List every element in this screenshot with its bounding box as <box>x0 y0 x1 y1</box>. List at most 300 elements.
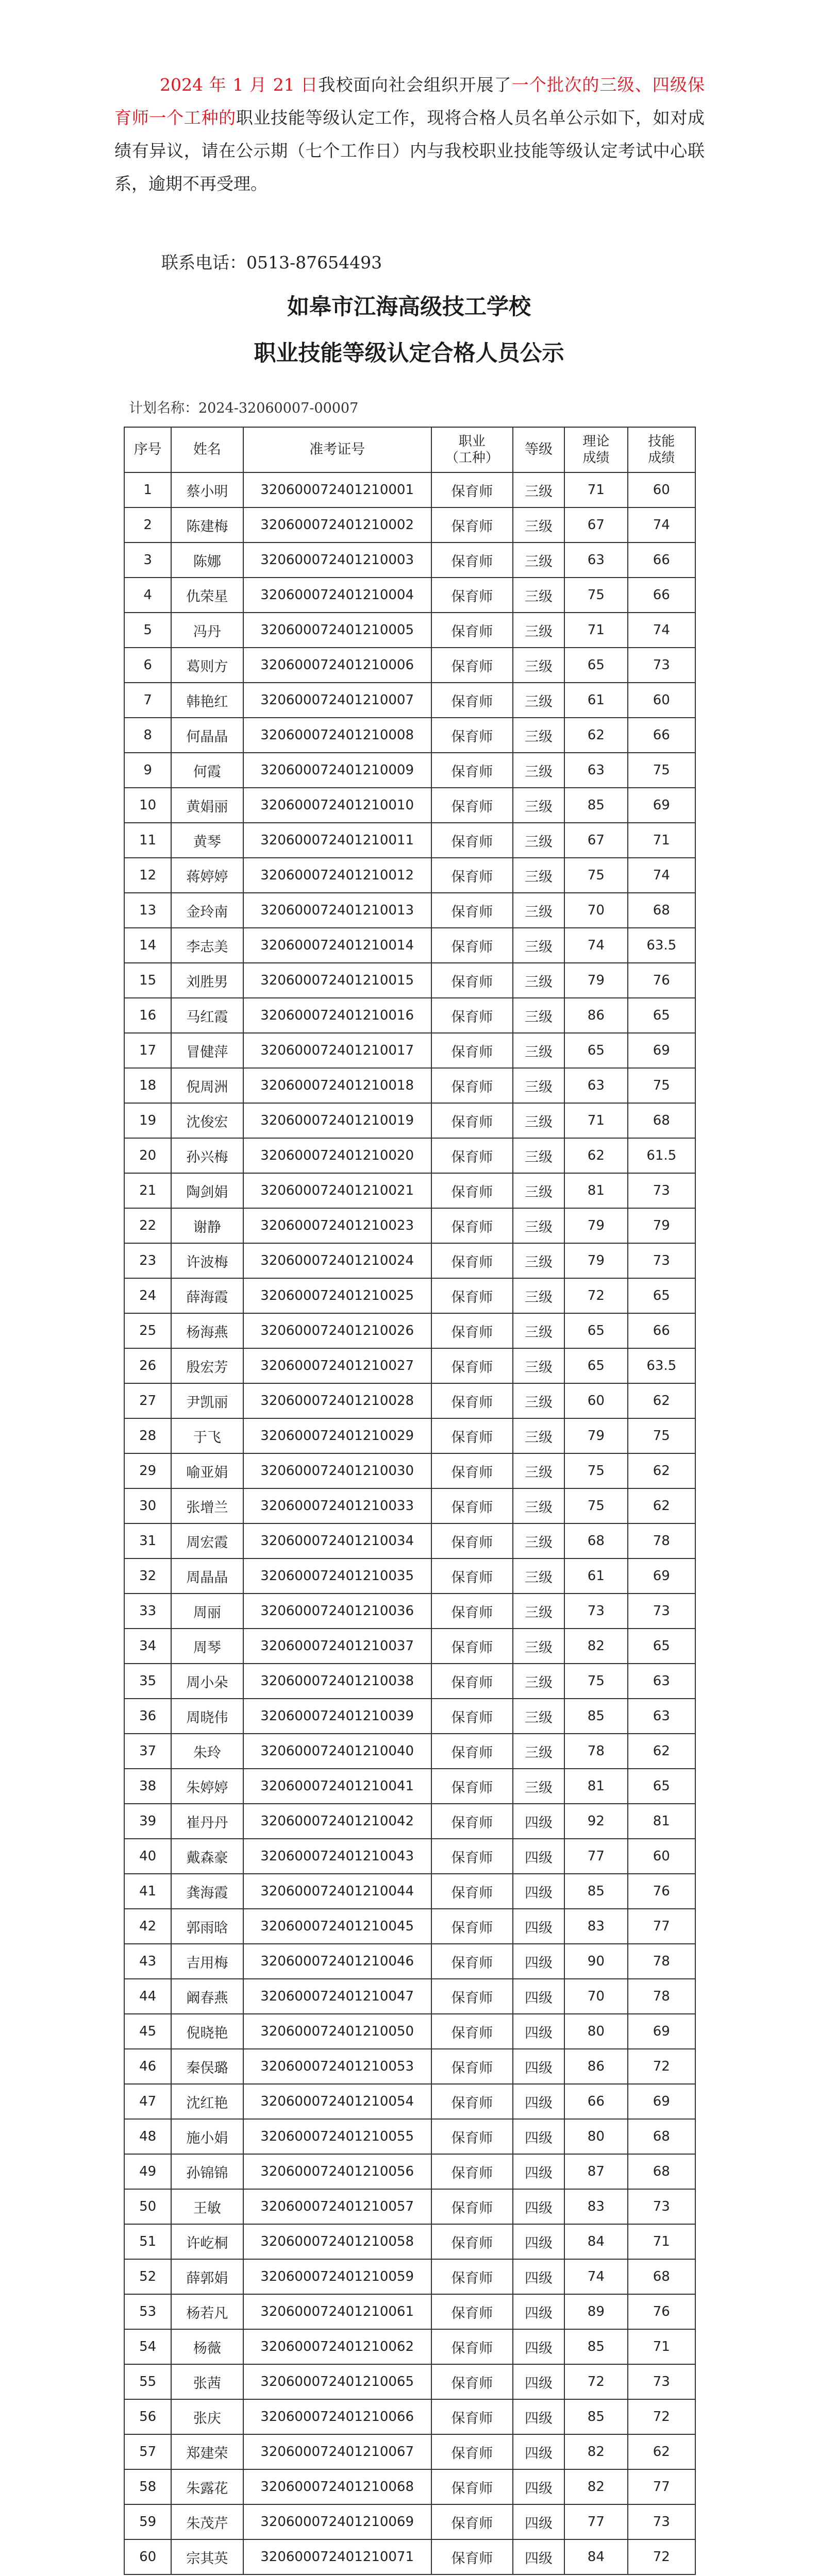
cell-no: 32 <box>124 1558 171 1594</box>
table-row <box>124 1173 695 1208</box>
cell-skill: 81 <box>628 1804 695 1839</box>
table-row <box>124 1453 695 1488</box>
cell-cert: 320600072401210004 <box>243 578 431 613</box>
table-row <box>124 1348 695 1383</box>
table-body <box>124 472 695 2574</box>
cell-level: 三级 <box>513 543 564 578</box>
cell-cert: 320600072401210021 <box>243 1173 431 1208</box>
cell-name: 陈建梅 <box>171 507 243 543</box>
cell-job: 保育师 <box>431 1979 513 2014</box>
table-row <box>124 1488 695 1523</box>
cell-job: 保育师 <box>431 858 513 893</box>
table-row <box>124 1839 695 1874</box>
cell-no: 1 <box>124 472 171 507</box>
cell-theory: 75 <box>564 1488 627 1523</box>
cell-name: 周琴 <box>171 1629 243 1664</box>
cell-skill: 66 <box>628 1313 695 1348</box>
cell-name: 郭雨晗 <box>171 1909 243 1944</box>
cell-no: 13 <box>124 893 171 928</box>
cell-skill: 62 <box>628 1734 695 1769</box>
cell-theory: 70 <box>564 1979 627 2014</box>
cell-name: 殷宏芳 <box>171 1348 243 1383</box>
cell-no: 44 <box>124 1979 171 2014</box>
cell-skill: 65 <box>628 1769 695 1804</box>
cell-no: 37 <box>124 1734 171 1769</box>
cell-job: 保育师 <box>431 472 513 507</box>
cell-name: 于飞 <box>171 1418 243 1453</box>
cell-theory: 72 <box>564 2364 627 2399</box>
cell-level: 三级 <box>513 1453 564 1488</box>
cell-no: 5 <box>124 613 171 648</box>
cell-name: 宗其英 <box>171 2539 243 2574</box>
table-row <box>124 2154 695 2189</box>
cell-job: 保育师 <box>431 507 513 543</box>
cell-no: 23 <box>124 1243 171 1278</box>
cell-level: 三级 <box>513 718 564 753</box>
cell-skill: 74 <box>628 858 695 893</box>
cell-no: 20 <box>124 1138 171 1173</box>
table-row <box>124 1979 695 2014</box>
cell-name: 薛郭娟 <box>171 2259 243 2294</box>
cell-theory: 80 <box>564 2119 627 2154</box>
cell-theory: 79 <box>564 963 627 998</box>
cell-name: 沈俊宏 <box>171 1103 243 1138</box>
cell-theory: 79 <box>564 1418 627 1453</box>
table-row <box>124 1629 695 1664</box>
cell-theory: 77 <box>564 2504 627 2539</box>
cell-job: 保育师 <box>431 1418 513 1453</box>
cell-job: 保育师 <box>431 1594 513 1629</box>
cell-level: 三级 <box>513 1664 564 1699</box>
cell-no: 39 <box>124 1804 171 1839</box>
header-level: 等级 <box>513 427 564 472</box>
cell-cert: 320600072401210025 <box>243 1278 431 1313</box>
cell-skill: 72 <box>628 2539 695 2574</box>
cell-skill: 63 <box>628 1664 695 1699</box>
cell-level: 四级 <box>513 2504 564 2539</box>
cell-theory: 79 <box>564 1243 627 1278</box>
cell-job: 保育师 <box>431 1699 513 1734</box>
cell-cert: 320600072401210015 <box>243 963 431 998</box>
cell-no: 41 <box>124 1874 171 1909</box>
cell-cert: 320600072401210056 <box>243 2154 431 2189</box>
cell-name: 周小朵 <box>171 1664 243 1699</box>
table-row <box>124 928 695 963</box>
cell-skill: 76 <box>628 963 695 998</box>
table-row <box>124 2119 695 2154</box>
cell-level: 四级 <box>513 2434 564 2469</box>
cell-theory: 92 <box>564 1804 627 1839</box>
header-skill-line1: 技能 <box>648 434 675 449</box>
cell-no: 50 <box>124 2189 171 2224</box>
cell-name: 施小娟 <box>171 2119 243 2154</box>
cell-level: 四级 <box>513 1804 564 1839</box>
cell-job: 保育师 <box>431 2539 513 2574</box>
cell-skill: 69 <box>628 788 695 823</box>
cell-level: 四级 <box>513 2049 564 2084</box>
cell-cert: 320600072401210040 <box>243 1734 431 1769</box>
table-row <box>124 2364 695 2399</box>
cell-theory: 63 <box>564 543 627 578</box>
cell-no: 11 <box>124 823 171 858</box>
cell-cert: 320600072401210035 <box>243 1558 431 1594</box>
cell-level: 三级 <box>513 1278 564 1313</box>
cell-no: 45 <box>124 2014 171 2049</box>
cell-cert: 320600072401210008 <box>243 718 431 753</box>
cell-level: 三级 <box>513 963 564 998</box>
cell-theory: 74 <box>564 928 627 963</box>
table-row <box>124 1594 695 1629</box>
cell-name: 杨若凡 <box>171 2294 243 2329</box>
table-row <box>124 648 695 683</box>
cell-name: 何晶晶 <box>171 718 243 753</box>
cell-cert: 320600072401210065 <box>243 2364 431 2399</box>
cell-no: 8 <box>124 718 171 753</box>
cell-no: 9 <box>124 753 171 788</box>
cell-cert: 320600072401210028 <box>243 1383 431 1418</box>
cell-name: 倪晓艳 <box>171 2014 243 2049</box>
cell-cert: 320600072401210007 <box>243 683 431 718</box>
cell-no: 56 <box>124 2399 171 2434</box>
cell-cert: 320600072401210033 <box>243 1488 431 1523</box>
header-theory <box>564 427 627 472</box>
cell-skill: 65 <box>628 1629 695 1664</box>
cell-theory: 60 <box>564 1383 627 1418</box>
cell-theory: 72 <box>564 1278 627 1313</box>
cell-skill: 72 <box>628 2049 695 2084</box>
cell-skill: 78 <box>628 1944 695 1979</box>
cell-cert: 320600072401210023 <box>243 1208 431 1243</box>
table-row <box>124 2539 695 2574</box>
cell-no: 6 <box>124 648 171 683</box>
cell-job: 保育师 <box>431 2014 513 2049</box>
table-row <box>124 1278 695 1313</box>
cell-name: 葛则方 <box>171 648 243 683</box>
cell-no: 26 <box>124 1348 171 1383</box>
cell-level: 四级 <box>513 2014 564 2049</box>
header-theory-line1: 理论 <box>582 434 610 449</box>
cell-job: 保育师 <box>431 2189 513 2224</box>
cell-cert: 320600072401210039 <box>243 1699 431 1734</box>
cell-name: 刘胜男 <box>171 963 243 998</box>
cell-cert: 320600072401210061 <box>243 2294 431 2329</box>
cell-no: 54 <box>124 2329 171 2364</box>
cell-theory: 71 <box>564 613 627 648</box>
cell-cert: 320600072401210069 <box>243 2504 431 2539</box>
cell-level: 四级 <box>513 1839 564 1874</box>
cell-cert: 320600072401210018 <box>243 1068 431 1103</box>
cell-no: 36 <box>124 1699 171 1734</box>
table-row <box>124 2399 695 2434</box>
cell-job: 保育师 <box>431 1173 513 1208</box>
cell-job: 保育师 <box>431 1804 513 1839</box>
cell-skill: 76 <box>628 2294 695 2329</box>
cell-cert: 320600072401210059 <box>243 2259 431 2294</box>
cell-no: 4 <box>124 578 171 613</box>
cell-name: 马红霞 <box>171 998 243 1033</box>
cell-name: 杨薇 <box>171 2329 243 2364</box>
table-row <box>124 998 695 1033</box>
cell-name: 周宏霞 <box>171 1523 243 1558</box>
cell-no: 17 <box>124 1033 171 1068</box>
table-row <box>124 2294 695 2329</box>
table-row <box>124 1418 695 1453</box>
cell-level: 三级 <box>513 1594 564 1629</box>
table-row <box>124 2434 695 2469</box>
cell-level: 三级 <box>513 683 564 718</box>
cell-no: 40 <box>124 1839 171 1874</box>
cell-job: 保育师 <box>431 1243 513 1278</box>
cell-skill: 65 <box>628 998 695 1033</box>
cell-name: 沈红艳 <box>171 2084 243 2119</box>
cell-no: 38 <box>124 1769 171 1804</box>
cell-theory: 80 <box>564 2014 627 2049</box>
cell-theory: 82 <box>564 1629 627 1664</box>
cell-theory: 85 <box>564 2399 627 2434</box>
cell-level: 四级 <box>513 2259 564 2294</box>
cell-no: 3 <box>124 543 171 578</box>
cell-theory: 82 <box>564 2434 627 2469</box>
table-row <box>124 788 695 823</box>
cell-cert: 320600072401210020 <box>243 1138 431 1173</box>
cell-level: 三级 <box>513 928 564 963</box>
table-row <box>124 1769 695 1804</box>
cell-cert: 320600072401210037 <box>243 1629 431 1664</box>
cell-level: 三级 <box>513 1208 564 1243</box>
cell-no: 51 <box>124 2224 171 2259</box>
cell-theory: 90 <box>564 1944 627 1979</box>
cell-level: 四级 <box>513 2189 564 2224</box>
cell-no: 16 <box>124 998 171 1033</box>
cell-job: 保育师 <box>431 2469 513 2504</box>
cell-name: 尹凯丽 <box>171 1383 243 1418</box>
cell-no: 59 <box>124 2504 171 2539</box>
cell-cert: 320600072401210013 <box>243 893 431 928</box>
cell-name: 郑建荣 <box>171 2434 243 2469</box>
cell-theory: 84 <box>564 2539 627 2574</box>
cell-name: 戴森豪 <box>171 1839 243 1874</box>
cell-level: 三级 <box>513 753 564 788</box>
cell-level: 四级 <box>513 2469 564 2504</box>
cell-job: 保育师 <box>431 578 513 613</box>
cell-level: 四级 <box>513 1979 564 2014</box>
cell-cert: 320600072401210029 <box>243 1418 431 1453</box>
cell-no: 30 <box>124 1488 171 1523</box>
cell-level: 三级 <box>513 1313 564 1348</box>
table-row <box>124 2084 695 2119</box>
cell-theory: 63 <box>564 753 627 788</box>
table-row <box>124 1103 695 1138</box>
cell-no: 22 <box>124 1208 171 1243</box>
cell-level: 四级 <box>513 2224 564 2259</box>
cell-theory: 79 <box>564 1208 627 1243</box>
notice-title: 职业技能等级认定合格人员公示 <box>254 341 564 366</box>
table-row <box>124 683 695 718</box>
cell-cert: 320600072401210009 <box>243 753 431 788</box>
cell-name: 李志美 <box>171 928 243 963</box>
cell-name: 黄娟丽 <box>171 788 243 823</box>
cell-cert: 320600072401210071 <box>243 2539 431 2574</box>
cell-skill: 74 <box>628 507 695 543</box>
cell-skill: 77 <box>628 2469 695 2504</box>
cell-name: 王敏 <box>171 2189 243 2224</box>
cell-name: 薛海霞 <box>171 1278 243 1313</box>
cell-cert: 320600072401210055 <box>243 2119 431 2154</box>
cell-skill: 65 <box>628 1278 695 1313</box>
contact-label: 联系电话： <box>161 252 246 273</box>
cell-name: 周晓伟 <box>171 1699 243 1734</box>
header-name: 姓名 <box>171 427 243 472</box>
cell-level: 四级 <box>513 2539 564 2574</box>
cell-theory: 82 <box>564 2469 627 2504</box>
cell-job: 保育师 <box>431 1874 513 1909</box>
cell-job: 保育师 <box>431 1488 513 1523</box>
table-row <box>124 1243 695 1278</box>
table-row <box>124 1804 695 1839</box>
table-row <box>124 1874 695 1909</box>
table-row <box>124 2049 695 2084</box>
cell-cert: 320600072401210068 <box>243 2469 431 2504</box>
cell-skill: 69 <box>628 2084 695 2119</box>
cell-name: 冯丹 <box>171 613 243 648</box>
table-header-row <box>124 427 695 472</box>
cell-name: 周晶晶 <box>171 1558 243 1594</box>
plan-name <box>129 397 358 417</box>
cell-level: 四级 <box>513 1874 564 1909</box>
results-table <box>124 427 696 2575</box>
cell-skill: 68 <box>628 893 695 928</box>
cell-job: 保育师 <box>431 1839 513 1874</box>
cell-no: 53 <box>124 2294 171 2329</box>
table-row <box>124 2189 695 2224</box>
plan-value: 2024-32060007-00007 <box>198 400 359 416</box>
cell-job: 保育师 <box>431 928 513 963</box>
cell-name: 张庆 <box>171 2399 243 2434</box>
cell-theory: 75 <box>564 578 627 613</box>
header-job-line2: （工种） <box>445 450 499 466</box>
cell-theory: 67 <box>564 823 627 858</box>
cell-job: 保育师 <box>431 2084 513 2119</box>
cell-no: 12 <box>124 858 171 893</box>
cell-skill: 69 <box>628 1558 695 1594</box>
cell-skill: 68 <box>628 1103 695 1138</box>
cell-name: 龚海霞 <box>171 1874 243 1909</box>
cell-job: 保育师 <box>431 2259 513 2294</box>
cell-no: 49 <box>124 2154 171 2189</box>
cell-level: 三级 <box>513 1629 564 1664</box>
cell-level: 三级 <box>513 1103 564 1138</box>
header-no: 序号 <box>124 427 171 472</box>
cell-cert: 320600072401210050 <box>243 2014 431 2049</box>
cell-no: 43 <box>124 1944 171 1979</box>
cell-level: 三级 <box>513 1734 564 1769</box>
cell-theory: 87 <box>564 2154 627 2189</box>
cell-no: 48 <box>124 2119 171 2154</box>
cell-skill: 62 <box>628 1383 695 1418</box>
cell-skill: 69 <box>628 1033 695 1068</box>
cell-theory: 86 <box>564 998 627 1033</box>
cell-skill: 77 <box>628 1909 695 1944</box>
cell-job: 保育师 <box>431 1348 513 1383</box>
cell-no: 47 <box>124 2084 171 2119</box>
cell-cert: 320600072401210054 <box>243 2084 431 2119</box>
cell-skill: 75 <box>628 1068 695 1103</box>
cell-job: 保育师 <box>431 1453 513 1488</box>
cell-cert: 320600072401210017 <box>243 1033 431 1068</box>
cell-level: 三级 <box>513 1383 564 1418</box>
cell-level: 三级 <box>513 507 564 543</box>
table-row <box>124 1313 695 1348</box>
cell-skill: 71 <box>628 2224 695 2259</box>
plan-label: 计划名称： <box>129 400 198 416</box>
cell-job: 保育师 <box>431 2434 513 2469</box>
cell-job: 保育师 <box>431 1523 513 1558</box>
cell-level: 三级 <box>513 472 564 507</box>
cell-cert: 320600072401210041 <box>243 1769 431 1804</box>
table-row <box>124 2224 695 2259</box>
cell-no: 35 <box>124 1664 171 1699</box>
cell-cert: 320600072401210005 <box>243 613 431 648</box>
cell-skill: 79 <box>628 1208 695 1243</box>
cell-job: 保育师 <box>431 998 513 1033</box>
cell-job: 保育师 <box>431 1208 513 1243</box>
cell-skill: 78 <box>628 1523 695 1558</box>
cell-theory: 71 <box>564 472 627 507</box>
cell-theory: 85 <box>564 1874 627 1909</box>
cell-skill: 66 <box>628 578 695 613</box>
cell-level: 三级 <box>513 1033 564 1068</box>
cell-cert: 320600072401210058 <box>243 2224 431 2259</box>
announcement-text-2: 职业技能等级认定工作，现将合格人员名单公示如下，如对成绩有异议，请在公示期（七个工作日）内与我校职业技能等级认定考试中心联系，逾期不再受理。 <box>114 108 705 194</box>
cell-name: 张茜 <box>171 2364 243 2399</box>
cell-theory: 63 <box>564 1068 627 1103</box>
header-theory-line2: 成绩 <box>582 450 610 466</box>
cell-no: 2 <box>124 507 171 543</box>
cell-name: 蔡小明 <box>171 472 243 507</box>
header-job <box>431 427 513 472</box>
cell-skill: 61.5 <box>628 1138 695 1173</box>
cell-cert: 320600072401210067 <box>243 2434 431 2469</box>
cell-skill: 63.5 <box>628 928 695 963</box>
cell-job: 保育师 <box>431 2364 513 2399</box>
table-row <box>124 963 695 998</box>
cell-job: 保育师 <box>431 753 513 788</box>
cell-skill: 73 <box>628 1173 695 1208</box>
cell-level: 三级 <box>513 893 564 928</box>
cell-skill: 63.5 <box>628 1348 695 1383</box>
cell-skill: 63 <box>628 1699 695 1734</box>
cell-theory: 85 <box>564 1699 627 1734</box>
cell-no: 31 <box>124 1523 171 1558</box>
cell-theory: 84 <box>564 2224 627 2259</box>
cell-job: 保育师 <box>431 683 513 718</box>
cell-level: 三级 <box>513 1173 564 1208</box>
header-job-line1: 职业 <box>458 434 486 449</box>
cell-theory: 75 <box>564 1664 627 1699</box>
cell-job: 保育师 <box>431 2504 513 2539</box>
table-row <box>124 613 695 648</box>
cell-no: 7 <box>124 683 171 718</box>
cell-level: 三级 <box>513 1769 564 1804</box>
cell-job: 保育师 <box>431 1944 513 1979</box>
cell-no: 24 <box>124 1278 171 1313</box>
cell-level: 三级 <box>513 1558 564 1594</box>
cell-level: 三级 <box>513 1488 564 1523</box>
cell-level: 三级 <box>513 578 564 613</box>
cell-no: 27 <box>124 1383 171 1418</box>
cell-job: 保育师 <box>431 2329 513 2364</box>
table-row <box>124 2259 695 2294</box>
